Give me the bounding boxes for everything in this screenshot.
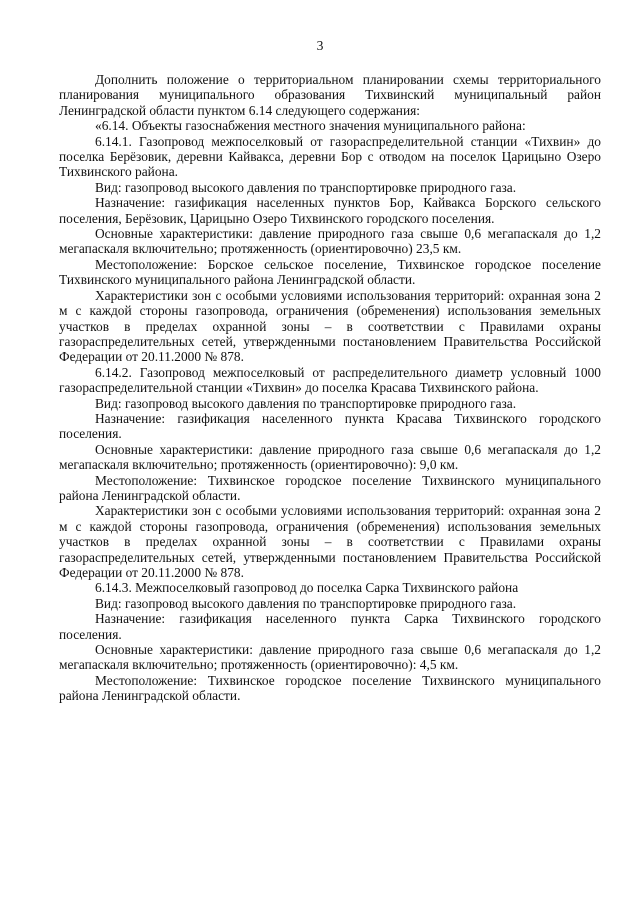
section-6-14-heading: «6.14. Объекты газоснабжения местного значения муниципального района: [95, 118, 526, 134]
intro-paragraph: Дополнить положение о территориальном планировании схемы территориального планирования муниципального образования Тихвинский муниципальный район Ленинградской области пунктом 6.14 следующего содержания: [59, 72, 601, 118]
item-6-14-2-location: Местоположение: Тихвинское городское поселение Тихвинского муниципального района Ленинградской области. [59, 472, 601, 503]
item-6-14-1-purpose: Назначение: газификация населенных пунктов Бор, Кайвакса Борского сельского поселения, Берёзовик, Царицыно Озеро Тихвинского городского поселения. [59, 195, 601, 226]
item-6-14-1-zones: Характеристики зон с особыми условиями использования территорий: охранная зона 2 м с каждой стороны газопровода, ограничения (обременения) использования земельных участков в пределах охранной зоны – в соответствии с Правилами охраны газораспределительных сетей, утвержденными постановлением Правительства Российской Федерации от 20.11.2000 № 878. [59, 287, 601, 365]
page-number: 3 [316, 38, 324, 53]
item-6-14-3-location: Местоположение: Тихвинское городское поселение Тихвинского муниципального района Ленинградской области. [59, 672, 601, 704]
item-6-14-2-title: 6.14.2. Газопровод межпоселковый от распределительного диаметр условный 1000 газораспределительной станции «Тихвин» до поселка Красава Тихвинского района. [59, 364, 601, 396]
item-6-14-2-zones: Характеристики зон с особыми условиями использования территорий: охранная зона 2 м с каждой стороны газопровода, ограничения (обременения) использования земельных участков в пределах охранной зоны – в соответствии с Правилами охраны газораспределительных сетей, утвержденными постановлением Правительства Российской Федерации от 20.11.2000 № 878. [59, 503, 601, 580]
item-6-14-1-title: 6.14.1. Газопровод межпоселковый от газораспределительной станции «Тихвин» до поселка Берёзовик, деревни Кайвакса, деревни Бор с отводом на поселок Царицыно Озеро Тихвинского района. [59, 133, 601, 180]
item-6-14-3-characteristics: Основные характеристики: давление природного газа свыше 0,6 мегапаскаля до 1,2 мегапаскаля включительно; протяженность (ориентировочно): 4,5 км. [59, 642, 601, 673]
item-6-14-3-purpose: Назначение: газификация населенного пункта Сарка Тихвинского городского поселения. [59, 611, 601, 642]
item-6-14-3-type: Вид: газопровод высокого давления по транспортировке природного газа. [95, 595, 517, 611]
item-6-14-1-characteristics: Основные характеристики: давление природного газа свыше 0,6 мегапаскаля до 1,2 мегапаскаля включительно; протяженность (ориентировочно) 23,5 км. [59, 226, 601, 257]
item-6-14-2-purpose: Назначение: газификация населенного пункта Красава Тихвинского городского поселения. [59, 410, 601, 442]
item-6-14-3-title: 6.14.3. Межпоселковый газопровод до поселка Сарка Тихвинского района [95, 580, 519, 596]
item-6-14-2-type: Вид: газопровод высокого давления по транспортировке природного газа. [95, 395, 517, 411]
item-6-14-1-location: Местоположение: Борское сельское поселение, Тихвинское городское поселение Тихвинского муниципального района Ленинградской области. [59, 256, 601, 288]
item-6-14-2-characteristics: Основные характеристики: давление природного газа свыше 0,6 мегапаскаля до 1,2 мегапаскаля включительно; протяженность (ориентировочно): 9,0 км. [59, 441, 601, 473]
document-body [59, 72, 601, 704]
item-6-14-1-type: Вид: газопровод высокого давления по транспортировке природного газа. [95, 179, 517, 195]
